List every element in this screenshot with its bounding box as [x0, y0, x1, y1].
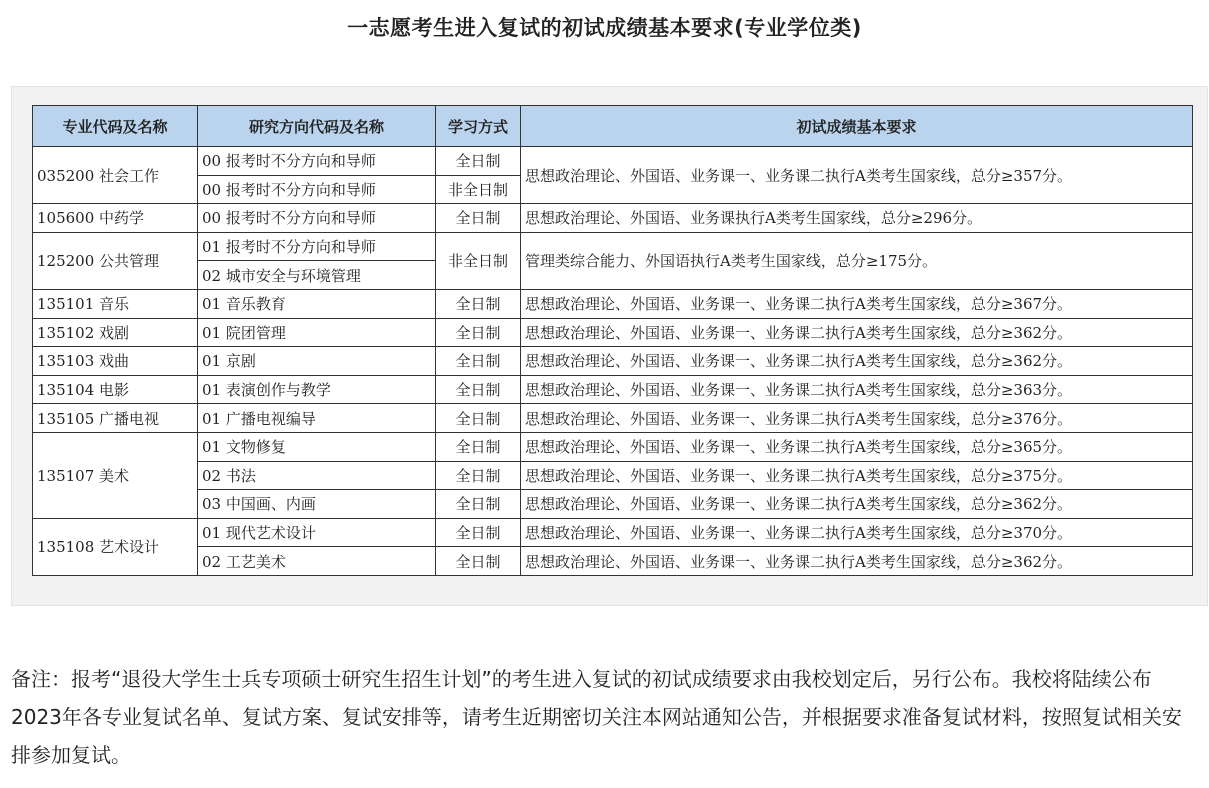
requirements-table [32, 105, 1193, 576]
requirement-cell: 思想政治理论、外国语、业务课一、业务课二执行A类考生国家线，总分≥362分。 [521, 490, 1193, 519]
table-row [33, 204, 1193, 233]
table-row [33, 347, 1193, 376]
mode-cell: 全日制 [436, 375, 521, 404]
table-panel [11, 86, 1208, 606]
direction-cell: 01 音乐教育 [198, 289, 436, 318]
header-major: 专业代码及名称 [33, 106, 198, 147]
mode-cell: 全日制 [436, 147, 521, 176]
table-row [33, 375, 1193, 404]
header-direction: 研究方向代码及名称 [198, 106, 436, 147]
direction-cell: 01 院团管理 [198, 318, 436, 347]
mode-cell: 全日制 [436, 432, 521, 461]
mode-cell: 全日制 [436, 347, 521, 376]
requirement-cell: 思想政治理论、外国语、业务课一、业务课二执行A类考生国家线，总分≥357分。 [521, 147, 1193, 204]
table-row [33, 461, 1193, 490]
table-row [33, 232, 1193, 261]
requirement-cell: 思想政治理论、外国语、业务课一、业务课二执行A类考生国家线，总分≥362分。 [521, 347, 1193, 376]
mode-cell: 全日制 [436, 518, 521, 547]
major-cell: 135103 戏曲 [33, 347, 198, 376]
table-row [33, 432, 1193, 461]
requirement-cell: 思想政治理论、外国语、业务课一、业务课二执行A类考生国家线，总分≥376分。 [521, 404, 1193, 433]
requirement-cell: 思想政治理论、外国语、业务课执行A类考生国家线，总分≥296分。 [521, 204, 1193, 233]
direction-cell: 01 表演创作与教学 [198, 375, 436, 404]
direction-cell: 00 报考时不分方向和导师 [198, 204, 436, 233]
mode-cell: 全日制 [436, 547, 521, 576]
mode-cell: 非全日制 [436, 232, 521, 289]
direction-cell: 01 报考时不分方向和导师 [198, 232, 436, 261]
note-paragraph: 备注：报考“退役大学生士兵专项硕士研究生招生计划”的考生进入复试的初试成绩要求由我校划定后，另行公布。我校将陆续公布2023年各专业复试名单、复试方案、复试安排等，请考生近期密切关注本网站通知公告，并根据要求准备复试材料，按照复试相关安排参加复试。 [11, 667, 1182, 767]
direction-cell: 01 广播电视编导 [198, 404, 436, 433]
direction-cell: 01 京剧 [198, 347, 436, 376]
major-cell: 135104 电影 [33, 375, 198, 404]
table-row [33, 289, 1193, 318]
mode-cell: 全日制 [436, 461, 521, 490]
major-cell: 135102 戏剧 [33, 318, 198, 347]
mode-cell: 全日制 [436, 204, 521, 233]
direction-cell: 00 报考时不分方向和导师 [198, 147, 436, 176]
table-header-row [33, 106, 1193, 147]
direction-cell: 02 书法 [198, 461, 436, 490]
page-title: 一志愿考生进入复试的初试成绩基本要求(专业学位类) [347, 16, 862, 40]
requirement-cell: 思想政治理论、外国语、业务课一、业务课二执行A类考生国家线，总分≥375分。 [521, 461, 1193, 490]
header-requirement: 初试成绩基本要求 [521, 106, 1193, 147]
direction-cell: 00 报考时不分方向和导师 [198, 175, 436, 204]
major-cell: 135108 艺术设计 [33, 518, 198, 575]
header-mode: 学习方式 [436, 106, 521, 147]
major-cell: 125200 公共管理 [33, 232, 198, 289]
mode-cell: 非全日制 [436, 175, 521, 204]
major-cell: 105600 中药学 [33, 204, 198, 233]
table-row [33, 547, 1193, 576]
table-row [33, 490, 1193, 519]
mode-cell: 全日制 [436, 318, 521, 347]
major-cell: 035200 社会工作 [33, 147, 198, 204]
major-cell: 135105 广播电视 [33, 404, 198, 433]
requirement-cell: 思想政治理论、外国语、业务课一、业务课二执行A类考生国家线，总分≥363分。 [521, 375, 1193, 404]
requirement-cell: 思想政治理论、外国语、业务课一、业务课二执行A类考生国家线，总分≥362分。 [521, 547, 1193, 576]
table-row [33, 318, 1193, 347]
table-row [33, 147, 1193, 176]
requirement-cell: 思想政治理论、外国语、业务课一、业务课二执行A类考生国家线，总分≥370分。 [521, 518, 1193, 547]
table-row [33, 518, 1193, 547]
table-row [33, 404, 1193, 433]
mode-cell: 全日制 [436, 404, 521, 433]
direction-cell: 01 文物修复 [198, 432, 436, 461]
major-cell: 135107 美术 [33, 432, 198, 518]
direction-cell: 02 工艺美术 [198, 547, 436, 576]
requirement-cell: 思想政治理论、外国语、业务课一、业务课二执行A类考生国家线，总分≥362分。 [521, 318, 1193, 347]
requirement-cell: 管理类综合能力、外国语执行A类考生国家线，总分≥175分。 [521, 232, 1193, 289]
requirement-cell: 思想政治理论、外国语、业务课一、业务课二执行A类考生国家线，总分≥365分。 [521, 432, 1193, 461]
major-cell: 135101 音乐 [33, 289, 198, 318]
mode-cell: 全日制 [436, 490, 521, 519]
direction-cell: 01 现代艺术设计 [198, 518, 436, 547]
direction-cell: 03 中国画、内画 [198, 490, 436, 519]
mode-cell: 全日制 [436, 289, 521, 318]
requirement-cell: 思想政治理论、外国语、业务课一、业务课二执行A类考生国家线，总分≥367分。 [521, 289, 1193, 318]
direction-cell: 02 城市安全与环境管理 [198, 261, 436, 290]
